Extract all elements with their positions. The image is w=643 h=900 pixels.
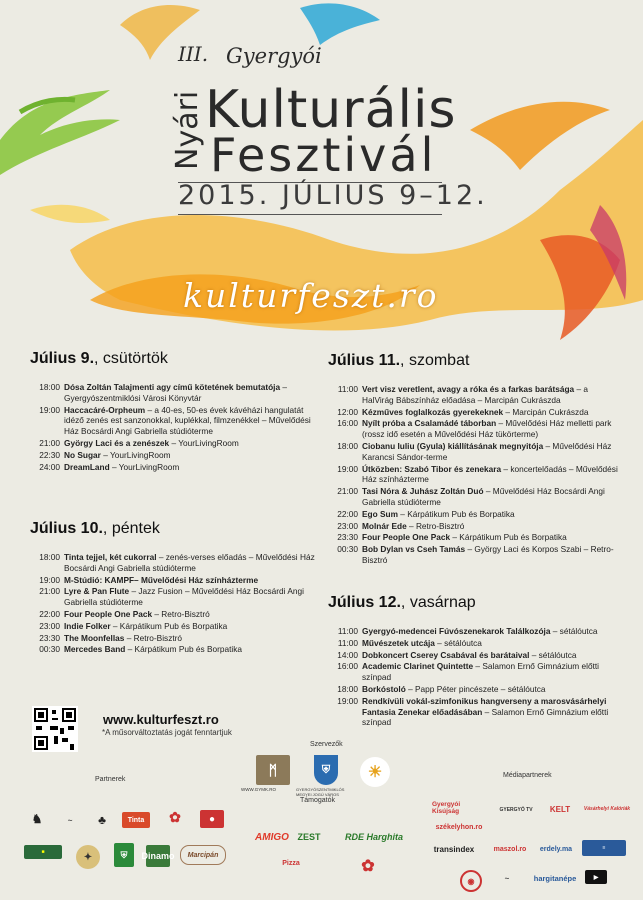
event-description: Vert visz veretlent, avagy a róka és a farkas barátsága – a HalVirág Bábszínház előadása – Marcipán Cukrászda bbox=[362, 384, 589, 405]
edition-number: III. bbox=[178, 42, 209, 66]
festival-url-banner: kulturfeszt.ro bbox=[183, 276, 439, 315]
partner-logo-5: ✿ bbox=[169, 808, 181, 825]
media-logo-gyergyo-tv: GYERGYÓ TV bbox=[499, 807, 533, 813]
partner-logo-3: ♣ bbox=[98, 813, 106, 827]
event-description: Ego Sum – Kárpátikum Pub és Borpatika bbox=[362, 508, 515, 519]
event-description: Bob Dylan vs Cseh Tamás – György Laci és Korpos Szabi – Retro-Bisztró bbox=[362, 544, 614, 565]
partner-logo-2: ~ bbox=[67, 815, 73, 825]
event-row bbox=[328, 521, 618, 532]
event-time: 23:30 bbox=[337, 532, 358, 543]
media-logo-hargitanepe: hargitanépe bbox=[533, 873, 577, 883]
event-description: Mercedes Band – Kárpátikum Pub és Borpatika bbox=[64, 644, 243, 655]
event-row bbox=[30, 462, 315, 473]
event-description: Tasi Nóra & Juhász Zoltán Duó – Művelődési Ház Bocsárdi Angi Gabriella stúdióterme bbox=[362, 486, 605, 507]
event-description: Rendkívüli vokál-szimfonikus hangverseny a marosvásárhelyi Fantasia Zenekar előadásában – Salamon Ernő Gimnázium előtti színpad bbox=[362, 695, 609, 728]
event-row bbox=[328, 509, 618, 520]
event-time: 11:00 bbox=[337, 384, 358, 394]
event-row bbox=[328, 486, 618, 508]
event-time: 18:00 bbox=[39, 552, 60, 562]
event-description: The Moonfellas – Retro-Bisztró bbox=[64, 632, 183, 643]
event-time: 22:30 bbox=[39, 449, 60, 460]
event-time: 23:30 bbox=[39, 632, 60, 643]
event-row bbox=[30, 575, 315, 586]
event-time: 16:00 bbox=[337, 418, 358, 429]
event-time: 11:00 bbox=[337, 626, 358, 636]
event-description: Four People One Pack – Retro-Bisztró bbox=[64, 608, 210, 619]
day-heading: Július 11., szombat bbox=[328, 352, 470, 369]
event-list bbox=[328, 626, 618, 728]
day-section-july-11 bbox=[328, 352, 618, 567]
media-logo-11: ~ bbox=[504, 873, 510, 883]
event-row bbox=[328, 650, 618, 661]
event-row bbox=[30, 609, 315, 620]
event-time: 19:00 bbox=[337, 463, 358, 474]
event-row bbox=[328, 384, 618, 406]
event-list bbox=[30, 552, 315, 655]
partner-logo-1: ♞ bbox=[31, 812, 43, 826]
org-caption-2: GYERGYÓSZENTMIKLÓS MEGYEI JOGÚ VÁROS bbox=[296, 787, 345, 797]
event-description: Gyergyó-medencei Fúvószenekarok Találkozója – sétálóutca bbox=[362, 626, 598, 636]
event-row bbox=[30, 644, 315, 655]
event-time: 21:00 bbox=[337, 486, 358, 497]
event-description: Kézműves foglalkozás gyerekeknek – Marcipán Cukrászda bbox=[362, 406, 589, 417]
event-row bbox=[328, 418, 618, 440]
event-time: 24:00 bbox=[39, 461, 60, 472]
day-section-july-10 bbox=[30, 520, 315, 656]
cultural-center-logo: ᛗ bbox=[256, 755, 290, 785]
event-description: DreamLand – YourLivingRoom bbox=[64, 461, 180, 472]
event-description: Útközben: Szabó Tibor és zenekara – koncertelőadás – Művelődési Ház színházterme bbox=[362, 463, 618, 485]
event-row bbox=[30, 382, 315, 404]
org-caption-1: WWW.GYMK.RO bbox=[241, 787, 276, 792]
event-description: Dósa Zoltán Talajmenti agy című kötetének bemutatója – Gyergyószentmiklósi Városi Könyvtár bbox=[64, 382, 287, 403]
event-description: Lyre & Pan Flute – Jazz Fusion – Művelődési Ház Bocsárdi Angi Gabriella stúdióterme bbox=[64, 586, 304, 608]
sun-logo: ☀ bbox=[360, 757, 390, 787]
partner-logo-6: ● bbox=[200, 810, 224, 828]
event-time: 23:00 bbox=[337, 520, 358, 531]
media-partners-label: Médiapartnerek bbox=[503, 772, 552, 779]
partner-logo-8: ✦ bbox=[76, 845, 100, 869]
header-fesztival: Fesztivál bbox=[210, 128, 437, 182]
partner-logo-marcipan: Marcipán bbox=[180, 845, 226, 865]
media-logo-maszol: maszol.ro bbox=[493, 845, 527, 853]
divider-bottom bbox=[178, 214, 442, 215]
event-description: György Laci és a zenészek – YourLivingRoom bbox=[64, 437, 239, 448]
event-description: Tinta tejjel, két cukorral – zenés-verses előadás – Művelődési Ház Bocsárdi Angi Gabriella stúdióterme bbox=[64, 552, 315, 573]
event-time: 18:00 bbox=[337, 440, 358, 451]
sponsor-logo-zest: ZEST bbox=[297, 832, 321, 842]
event-description: Dobkoncert Cserey Csabával és barátaival – sétálóutca bbox=[362, 649, 577, 660]
event-time: 00:30 bbox=[337, 544, 358, 555]
event-time: 14:00 bbox=[337, 649, 358, 660]
media-logo-9: ≡ bbox=[582, 840, 626, 856]
media-logo-erdely-ma: erdely.ma bbox=[539, 845, 573, 853]
event-row bbox=[328, 532, 618, 543]
event-description: Borkóstoló – Papp Péter pincészete – sétálóutca bbox=[362, 683, 546, 694]
qr-code[interactable] bbox=[32, 706, 78, 752]
header-nyari: Nyári bbox=[170, 90, 205, 170]
event-time: 11:00 bbox=[337, 637, 358, 648]
event-row bbox=[30, 633, 315, 644]
day-heading: Július 10., péntek bbox=[30, 520, 160, 537]
sponsor-logo-flower: ✿ bbox=[361, 858, 375, 875]
event-description: Academic Clarinet Quintette – Salamon Ernő Gimnázium előtti színpad bbox=[362, 661, 600, 683]
event-description: Indie Folker – Kárpátikum Pub és Borpatika bbox=[64, 620, 228, 631]
event-row bbox=[30, 552, 315, 574]
media-logo-kelt: KELT bbox=[549, 804, 571, 814]
media-logo-13: ▶ bbox=[585, 870, 607, 884]
event-time: 22:00 bbox=[39, 608, 60, 619]
event-row bbox=[328, 544, 618, 566]
event-time: 16:00 bbox=[337, 661, 358, 672]
event-row bbox=[328, 696, 618, 728]
event-row bbox=[328, 638, 618, 649]
media-logo-szekelyhon: székelyhon.ro bbox=[435, 823, 483, 831]
event-row bbox=[30, 450, 315, 461]
event-time: 22:00 bbox=[337, 508, 358, 519]
partner-logo-9: ⛨ bbox=[114, 843, 134, 867]
website-link[interactable]: www.kulturfeszt.ro bbox=[103, 712, 219, 727]
event-row bbox=[328, 684, 618, 695]
event-description: M-Stúdió: KAMPF– Művelődési Ház színházterme bbox=[64, 574, 259, 585]
day-heading: Július 12., vasárnap bbox=[328, 594, 476, 611]
event-row bbox=[328, 441, 618, 463]
event-description: Művészetek utcája – sétálóutca bbox=[362, 637, 482, 648]
event-list bbox=[328, 384, 618, 566]
event-row bbox=[30, 405, 315, 437]
event-time: 19:00 bbox=[39, 574, 60, 585]
event-time: 18:00 bbox=[337, 683, 358, 694]
sponsor-logo-rde-harghita: RDE Harghita bbox=[344, 832, 403, 842]
event-row bbox=[30, 586, 315, 608]
event-row bbox=[30, 621, 315, 632]
partner-logo-tinta: Tinta bbox=[122, 812, 150, 828]
event-time: 23:00 bbox=[39, 620, 60, 631]
media-logo-transindex: transindex bbox=[433, 844, 475, 854]
event-time: 21:00 bbox=[39, 437, 60, 448]
event-description: Molnár Ede – Retro-Bisztró bbox=[362, 520, 465, 531]
town-coat-of-arms-logo: ⛨ bbox=[314, 755, 338, 785]
media-logo-10: ◉ bbox=[460, 870, 482, 892]
event-description: Nyílt próba a Csalamádé táborban – Művelődési Ház melletti park (rossz idő esetén a Művelődési Ház tükörterme) bbox=[362, 418, 612, 440]
header-gyergyoi: Gyergyói bbox=[226, 44, 322, 68]
day-section-july-9 bbox=[30, 350, 315, 473]
event-description: Haccacáré-Orpheum – a 40-es, 50-es évek kávéházi hangulatát idéző zenés est sanzonokkal, kuplékkal, filmzenékkel – Művelődési Ház Bocsárdi Angi Gabriella stúdióterme bbox=[64, 404, 311, 437]
partner-logo-7: ■ bbox=[24, 845, 62, 859]
partner-logo-dinamo: Dinamo bbox=[146, 845, 170, 867]
event-time: 19:00 bbox=[337, 695, 358, 706]
organizers-label: Szervezők bbox=[310, 741, 343, 748]
day-section-july-12 bbox=[328, 594, 618, 729]
sponsors-label: Támogatók bbox=[300, 797, 336, 804]
event-time: 18:00 bbox=[39, 382, 60, 392]
event-description: Ciobanu Iuliu (Gyula) kiállításának megnyitója – Művelődési Ház Karancsi Sándor-terme bbox=[362, 440, 612, 462]
media-logo-kisujsag: Gyergyói Kisújság bbox=[432, 801, 461, 815]
event-row bbox=[328, 626, 618, 637]
disclaimer: *A műsorváltoztatás jogát fenntartjuk bbox=[102, 728, 232, 737]
event-list bbox=[30, 382, 315, 472]
festival-date: 2015. JÚLIUS 9–12. bbox=[178, 180, 488, 211]
event-row bbox=[328, 464, 618, 486]
event-row bbox=[30, 438, 315, 449]
event-time: 00:30 bbox=[39, 644, 60, 655]
event-time: 12:00 bbox=[337, 406, 358, 417]
header-kulturalis: Kulturális bbox=[205, 80, 457, 140]
event-row bbox=[328, 407, 618, 418]
media-logo-kaloriak: Vásárhelyi Kalóriák bbox=[583, 806, 631, 812]
sponsor-logo-amigo: AMIGO bbox=[255, 831, 289, 843]
event-description: No Sugar – YourLivingRoom bbox=[64, 449, 171, 460]
day-heading: Július 9., csütörtök bbox=[30, 350, 168, 367]
partners-label: Partnerek bbox=[95, 776, 126, 783]
sponsor-logo-pizza: Pizza bbox=[282, 859, 300, 867]
event-time: 21:00 bbox=[39, 586, 60, 597]
event-description: Four People One Pack – Kárpátikum Pub és Borpatika bbox=[362, 532, 567, 543]
event-row bbox=[328, 661, 618, 683]
event-time: 19:00 bbox=[39, 404, 60, 415]
